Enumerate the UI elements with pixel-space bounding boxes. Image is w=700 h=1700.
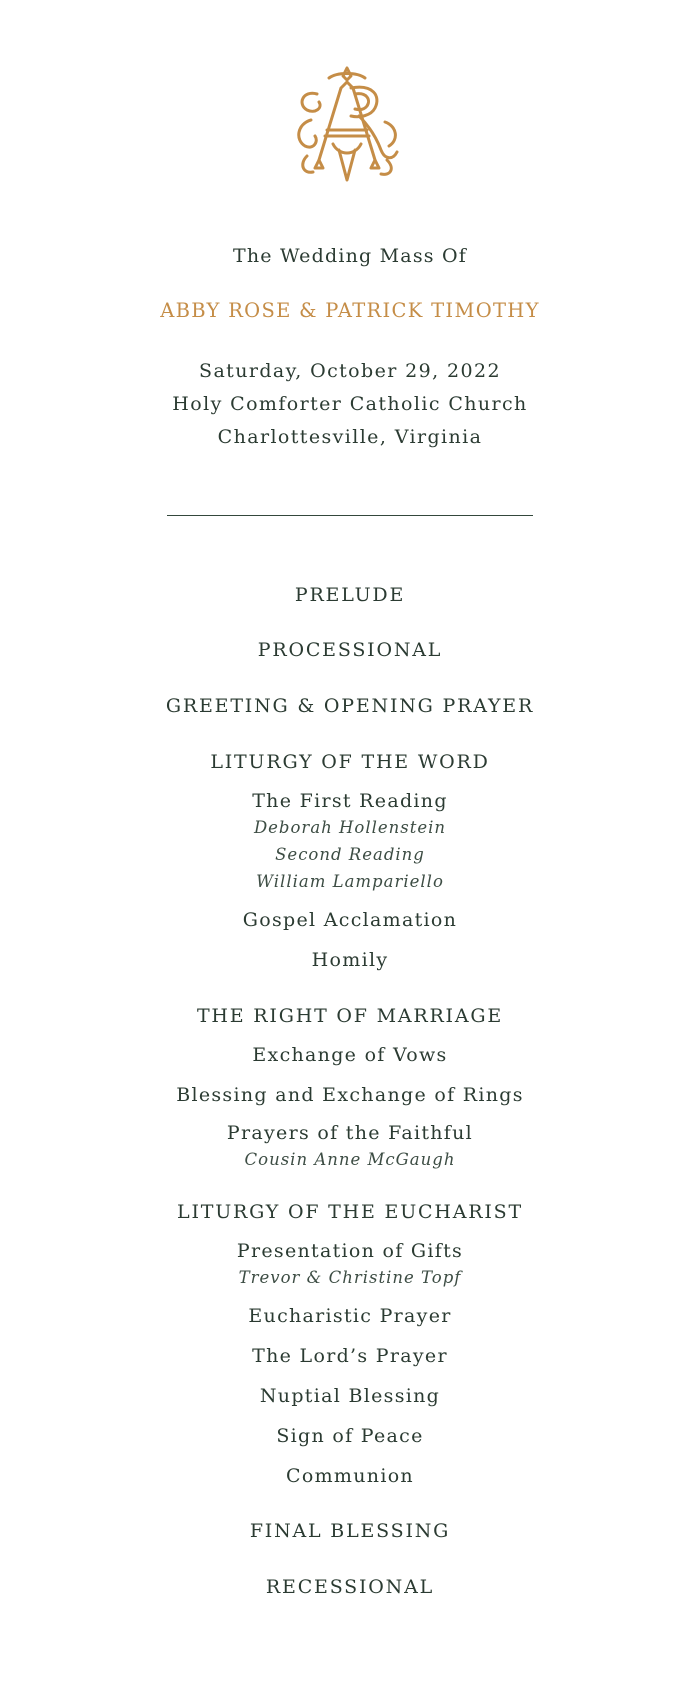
order-of-service [0,582,700,1600]
item-nuptial: Nuptial Blessing [259,1385,441,1407]
item-lords-prayer: The Lord’s Prayer [252,1345,448,1367]
section-liturgy-word: LITURGY OF THE WORD [210,751,490,773]
section-prelude: PRELUDE [294,584,406,606]
reader-second: William Lampariello [256,872,444,891]
reader-first: Deborah Hollenstein [253,818,447,837]
section-marriage: THE RIGHT OF MARRIAGE [196,1005,504,1027]
section-eucharist: LITURGY OF THE EUCHARIST [177,1201,523,1223]
ceremony-details [0,355,700,454]
intro-line: The Wedding Mass Of [233,245,467,267]
item-rings: Blessing and Exchange of Rings [176,1084,524,1106]
item-communion: Communion [286,1465,414,1487]
divider [167,515,533,516]
item-vows: Exchange of Vows [252,1044,448,1066]
gifts-presenters: Trevor & Christine Topf [238,1268,462,1287]
item-gospel: Gospel Acclamation [242,909,458,931]
couple-names: ABBY ROSE & PATRICK TIMOTHY [160,299,540,322]
item-prayers-faithful: Prayers of the Faithful [226,1122,474,1144]
section-greeting: GREETING & OPENING PRAYER [165,695,535,717]
ceremony-venue: Holy Comforter Catholic Church [172,393,528,415]
item-first-reading: The First Reading [252,790,448,812]
item-peace: Sign of Peace [276,1425,424,1447]
item-eucharistic-prayer: Eucharistic Prayer [248,1305,452,1327]
reader-prayers: Cousin Anne McGaugh [244,1150,456,1169]
section-final-blessing: FINAL BLESSING [249,1520,451,1542]
item-second-reading: Second Reading [275,845,425,864]
section-recessional: RECESSIONAL [265,1576,435,1598]
ceremony-date: Saturday, October 29, 2022 [199,360,501,382]
item-homily: Homily [311,949,389,971]
monogram-icon [289,64,405,186]
section-processional: PROCESSIONAL [257,639,443,661]
item-gifts: Presentation of Gifts [236,1240,464,1262]
ceremony-location: Charlottesville, Virginia [217,426,483,448]
